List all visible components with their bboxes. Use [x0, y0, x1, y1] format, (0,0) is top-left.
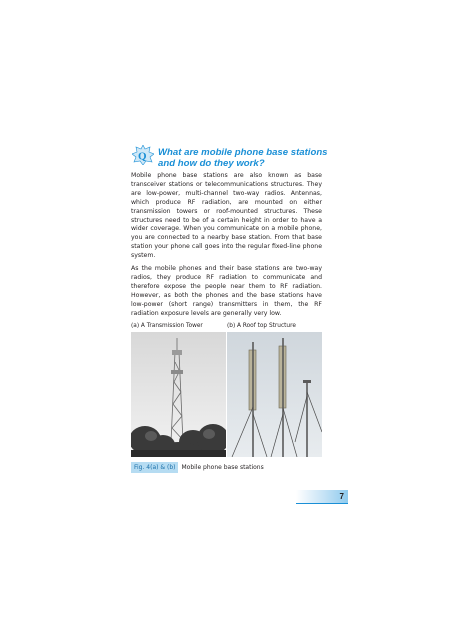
- page-number-bar: [296, 490, 348, 504]
- q-badge-icon: [132, 145, 154, 165]
- figure-caption-text: Mobile phone base stations: [181, 464, 264, 471]
- paragraph-rf-exposure: As the mobile phones and their base stations are two-way radios, they produce RF radiation to communicate and therefore expose the people near them to RF radiation. However, as both the phones and the base stations have low-power (short range) transmitters in them, the RF radiation exposure levels are generally very low.: [131, 265, 322, 317]
- question-title: What are mobile phone base stations and how do they work?: [158, 147, 328, 169]
- figure-caption: [131, 462, 264, 473]
- transmission-tower-photo: [131, 332, 226, 457]
- figure-b-caption: (b) A Roof top Structure: [227, 323, 296, 329]
- figure-label: Fig. 4(a) & (b): [131, 462, 178, 473]
- page-number: 7: [339, 492, 344, 501]
- paragraph-base-stations: Mobile phone base stations are also known as base transceiver stations or telecommunications structures. They are low-power, multi-channel two-way radios. Antennas, which produce RF radiation, are mounted on either transmission towers or roof-mounted structures. These structures need to be of a certain height in order to have a wider coverage. When you communicate on a mobile phone, you are connected to a nearby base station. From that base station your phone call goes into the regular fixed-line phone system.: [131, 172, 322, 260]
- figure-a-caption: (a) A Transmission Tower: [131, 323, 203, 329]
- rooftop-structure-photo: [227, 332, 322, 457]
- svg-text:Q: Q: [138, 150, 147, 163]
